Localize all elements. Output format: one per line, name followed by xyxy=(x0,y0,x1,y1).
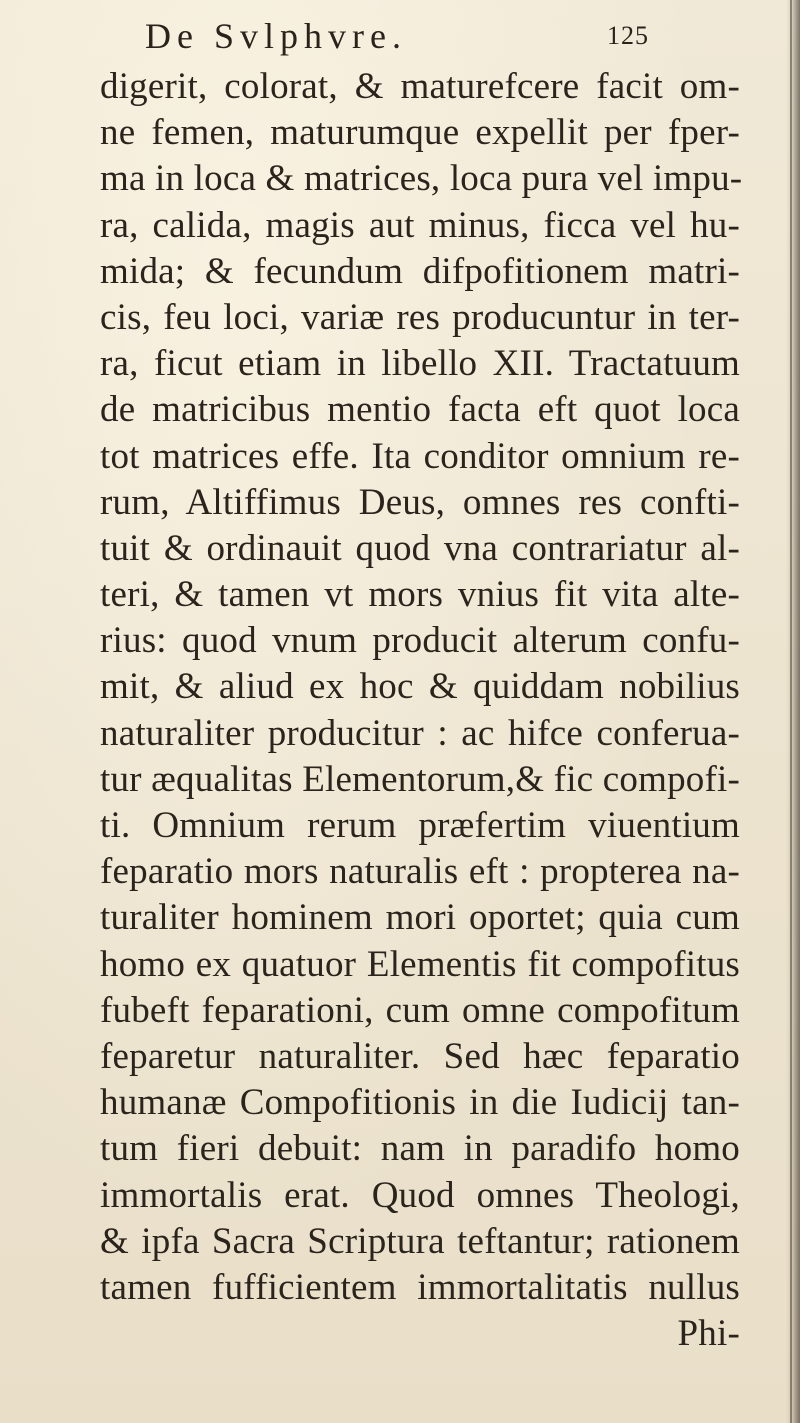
text-line: rum, Altiffimus Deus, omnes res confti- xyxy=(100,481,740,523)
body-text xyxy=(100,64,743,1357)
text-line: tum fieri debuit: nam in paradifo homo xyxy=(100,1128,740,1170)
page-edge-shadow xyxy=(786,0,800,1423)
text-line: teri, & tamen vt mors vnius fit vita alte- xyxy=(100,574,740,616)
running-head-title: De Svlphvre. xyxy=(145,16,407,56)
text-line: tot matrices effe. Ita conditor omnium re- xyxy=(100,435,740,477)
text-line: turaliter hominem mori oportet; quia cum xyxy=(100,897,740,939)
text-line: naturaliter producitur : ac hifce conferua- xyxy=(100,712,740,754)
text-line: humanæ Compofitionis in die Iudicij tan- xyxy=(100,1082,740,1124)
running-head xyxy=(145,14,725,58)
catchword: Phi- xyxy=(677,1313,740,1355)
text-line: mit, & aliud ex hoc & quiddam nobilius xyxy=(100,666,740,708)
text-line: tuit & ordinauit quod vna contrariatur al- xyxy=(100,527,740,569)
text-line: homo ex quatuor Elementis fit compofitus xyxy=(100,943,740,985)
text-line: rius: quod vnum producit alterum confu- xyxy=(100,620,740,662)
text-line: ma in loca & matrices, loca pura vel impu- xyxy=(100,158,743,200)
text-line: immortalis erat. Quod omnes Theologi, xyxy=(100,1174,740,1216)
text-line: digerit, colorat, & maturefcere facit om- xyxy=(100,66,740,107)
page-number: 125 xyxy=(607,21,649,50)
text-line: ne femen, maturumque expellit per fper- xyxy=(100,112,740,154)
text-line: mida; & fecundum difpofitionem matri- xyxy=(100,250,740,292)
text-line: fubeft feparationi, cum omne compofitum xyxy=(100,989,740,1031)
text-line: feparatio mors naturalis eft : propterea na- xyxy=(100,851,740,893)
text-line: cis, feu loci, variæ res producuntur in ter- xyxy=(100,296,740,338)
text-line: tamen fufficientem immortalitatis nullus xyxy=(100,1266,740,1308)
text-line: feparetur naturaliter. Sed hæc feparatio xyxy=(100,1035,740,1077)
text-line: tur æqualitas Elementorum,& fic compofi- xyxy=(100,758,740,800)
page-edge-line xyxy=(790,0,792,1423)
text-line: de matricibus mentio facta eft quot loca xyxy=(100,389,740,431)
text-line: ti. Omnium rerum præfertim viuentium xyxy=(100,805,740,846)
text-line: ra, calida, magis aut minus, ficca vel hu- xyxy=(100,204,740,246)
text-line: ra, ficut etiam in libello XII. Tractatuum xyxy=(100,343,740,385)
text-line: & ipfa Sacra Scriptura teftantur; rationem xyxy=(100,1220,740,1262)
